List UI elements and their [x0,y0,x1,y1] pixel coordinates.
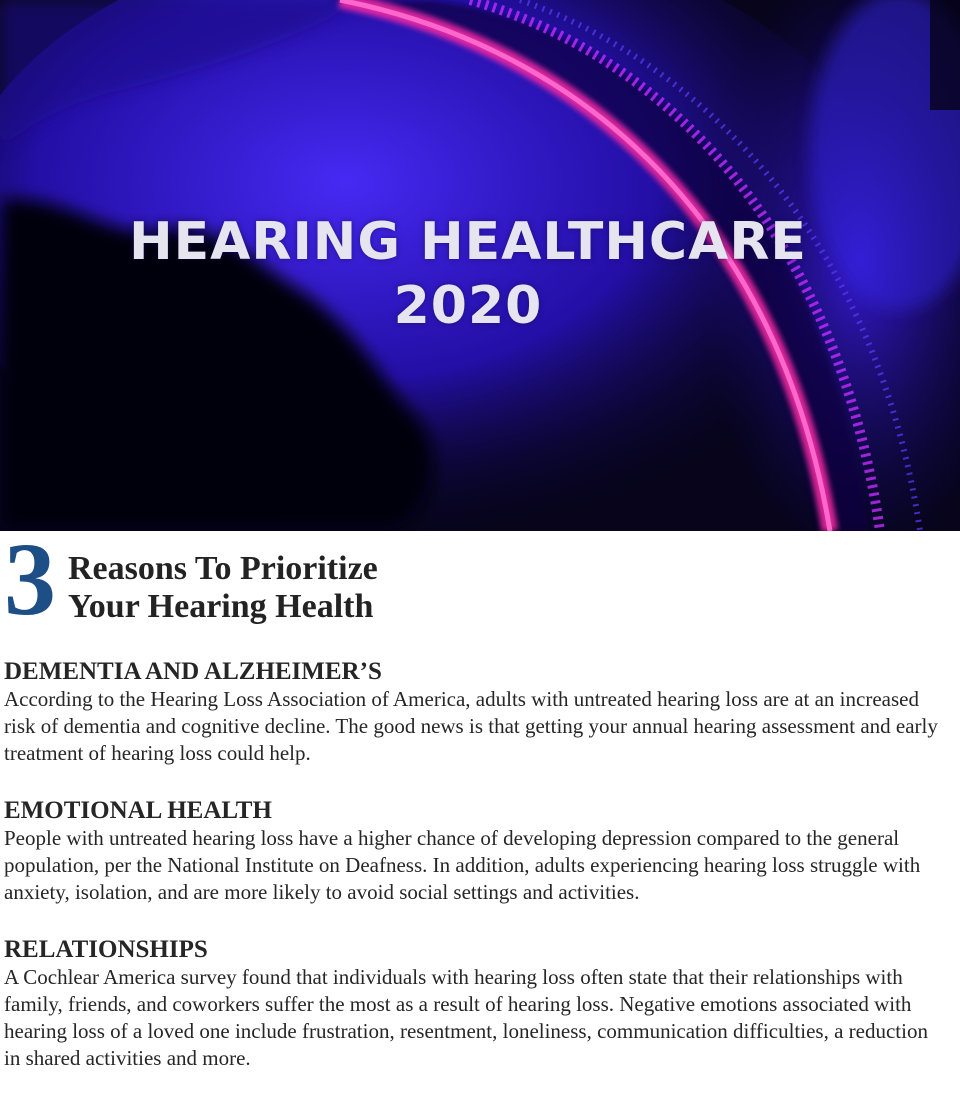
headline-number: 3 [4,522,56,637]
section-body: People with untreated hearing loss have a higher chance of developing depression compared to the general population, per the National Institute on Deafness. In addition, adults experiencing hearing loss struggle with anxiety, isolation, and are more likely to avoid social settings and activities. [4,826,921,904]
section-heading: EMOTIONAL HEALTH [4,797,272,824]
section-heading: DEMENTIA AND ALZHEIMER’S [4,658,382,685]
headline-text [68,550,378,626]
hero-title-line2: 2020 [393,276,543,336]
headline-line2: Your Hearing Health [68,588,374,625]
section-body: According to the Hearing Loss Association of America, adults with untreated hearing loss are at an increased risk of dementia and cognitive decline. The good news is that getting your annual hearing assessment and early treatment of hearing loss could help. [4,687,938,765]
section-body: A Cochlear America survey found that individuals with hearing loss often state that their relationships with family, friends, and coworkers suffer the most as a result of hearing loss. Negative emotions associated with hearing loss of a loved one include frustration, resentment, loneliness, communication difficulties, a reduction in shared activities and more. [4,965,928,1070]
section-heading: RELATIONSHIPS [4,936,208,963]
section-relationships [4,936,944,1072]
section-emotional-health [4,797,944,906]
hero-title [0,210,936,338]
section-dementia [4,658,944,767]
hero-title-line1: HEARING HEALTHCARE [129,212,807,272]
headline-line1: Reasons To Prioritize [68,550,378,587]
hero-banner [0,0,960,531]
